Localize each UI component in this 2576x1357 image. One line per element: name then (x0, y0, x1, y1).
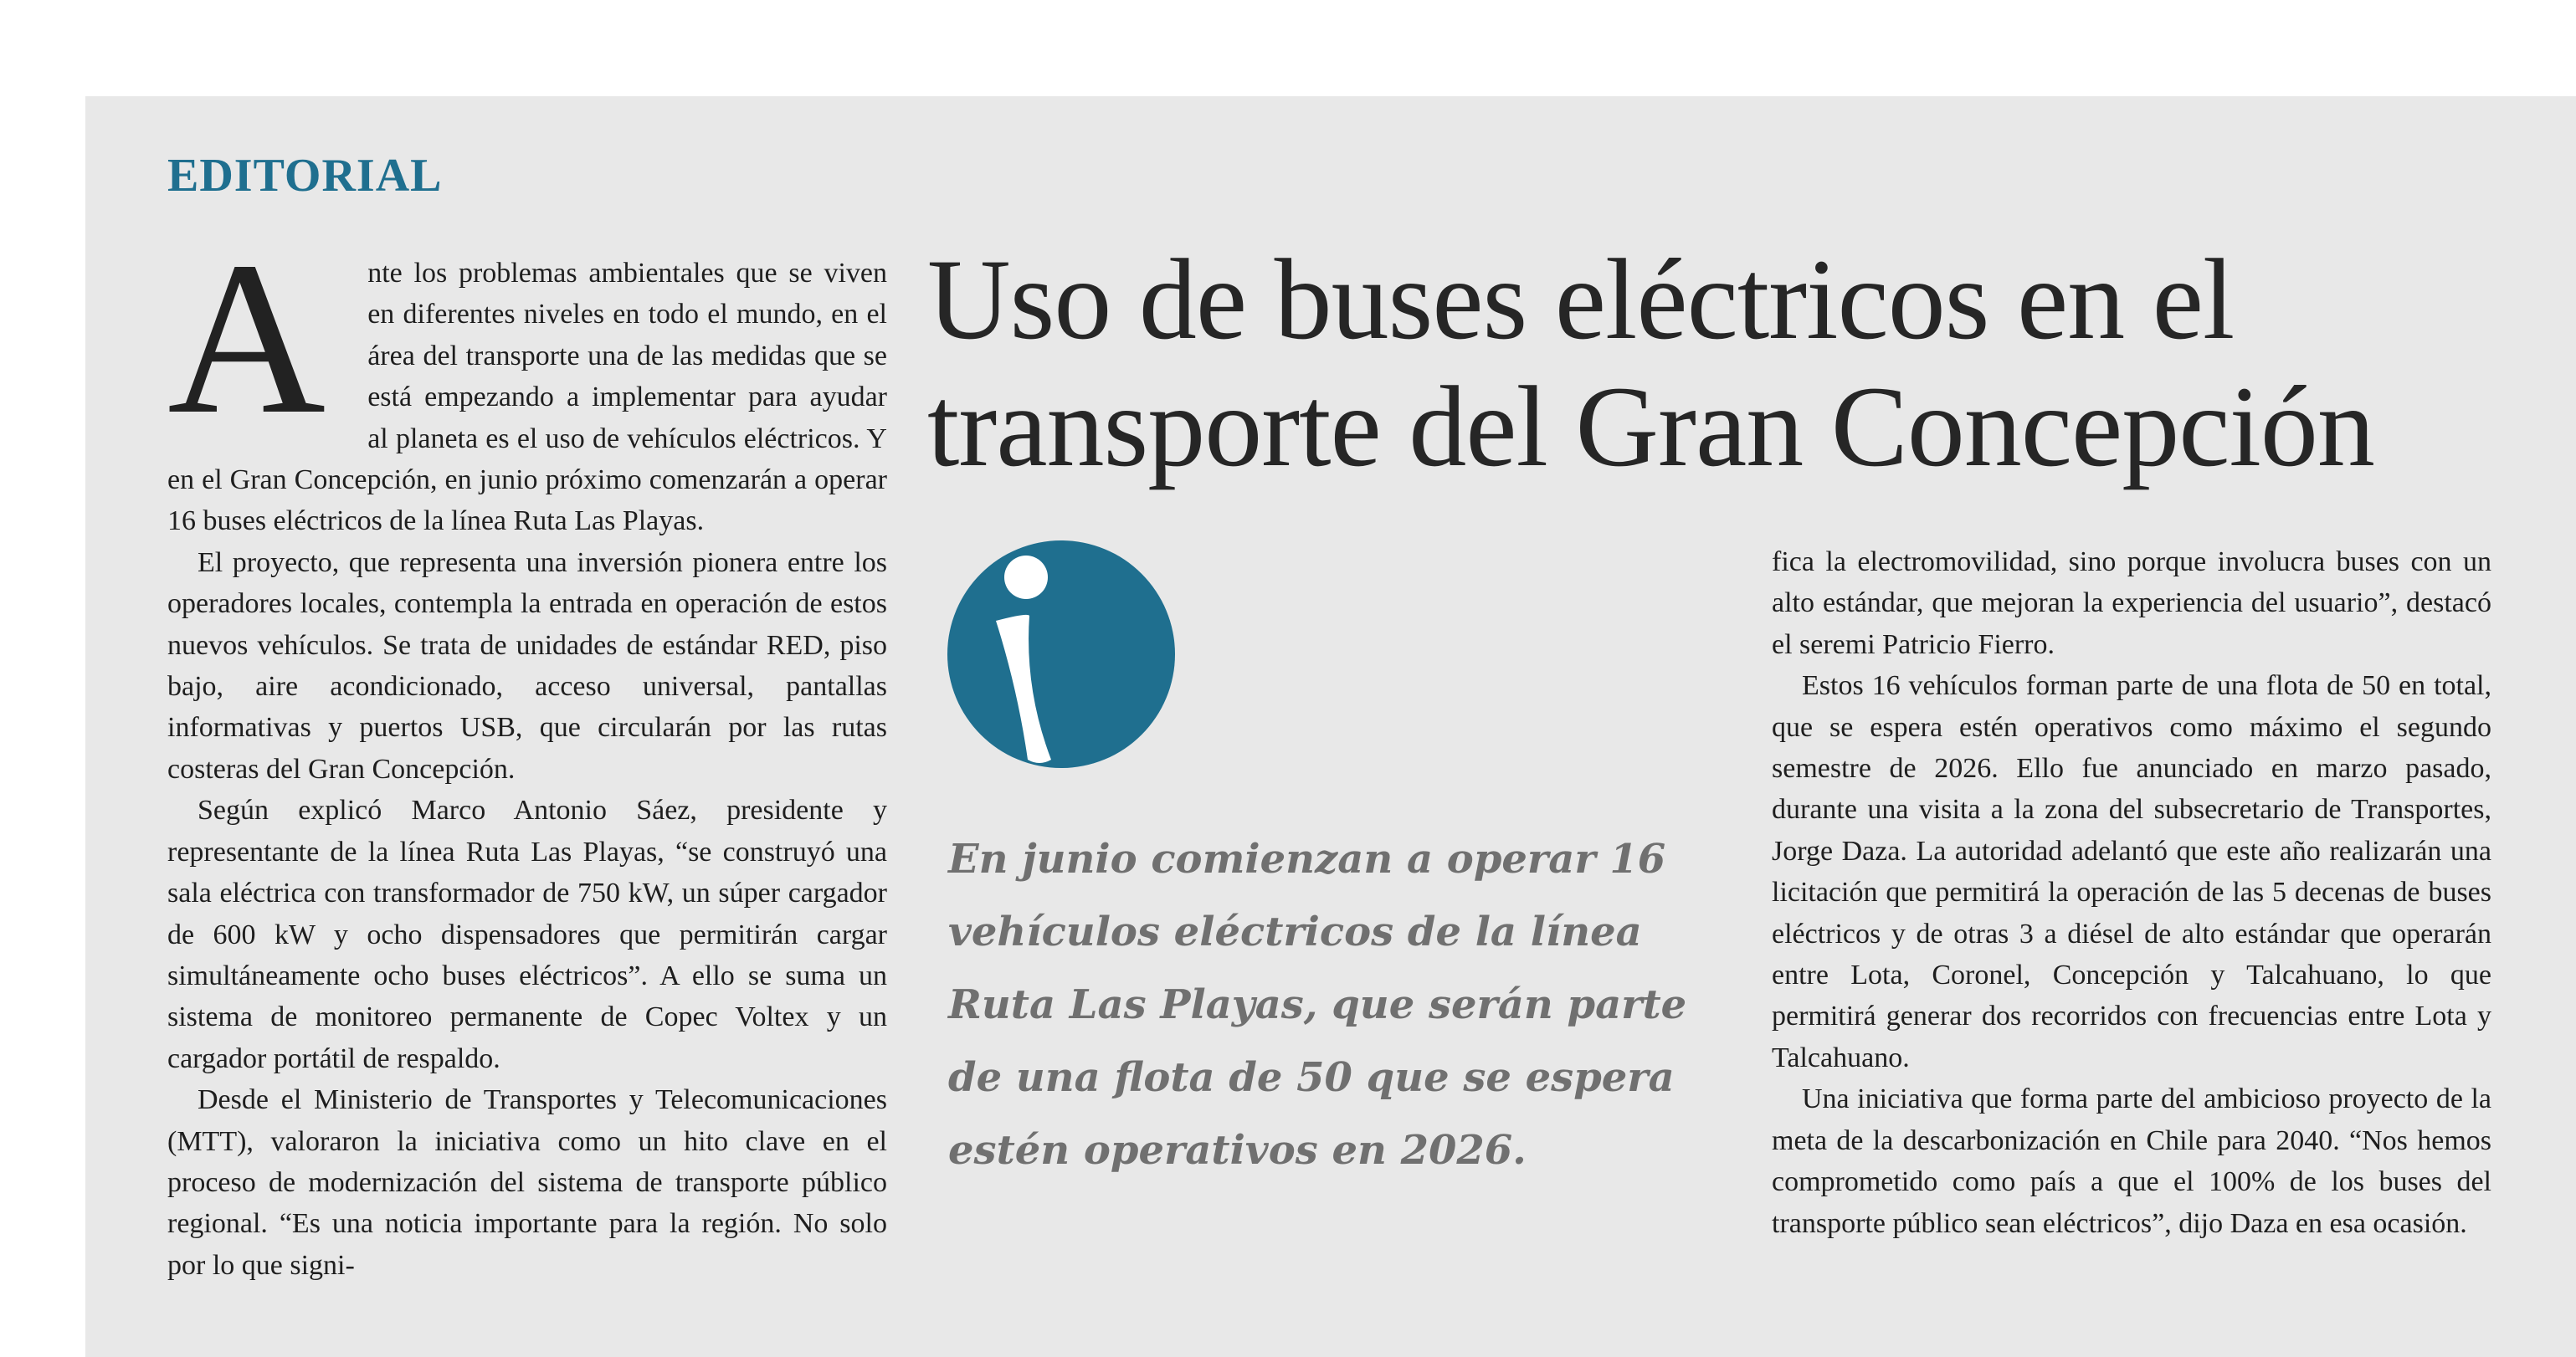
headline: Uso de buses eléctricos en el transporte del Gran Concepción (927, 235, 2374, 490)
body-paragraph: Según explicó Marco Antonio Sáez, presidente y representante de la línea Ruta Las Playas, “se construyó una sala eléctrica con transformador de 750 kW, un súper cargador de 600 kW y ocho dispensadores que permitirán cargar simultáneamente ocho buses eléctricos”. A ello se suma un sistema de monitoreo permanente de Copec Voltex y un cargador portátil de respaldo. (167, 795, 887, 1074)
section-label: EDITORIAL (167, 150, 443, 202)
drop-cap: A (167, 253, 326, 459)
body-paragraph: Una iniciativa que forma parte del ambicioso proyecto de la meta de la descarbonización en Chile para 2040. “Nos hemos comprometido como país a que el 100% de los buses del transporte público sean eléctricos”, dijo Daza en esa ocasión. (1772, 1083, 2491, 1239)
paragraph-text: nte los problemas ambientales que se viven en diferentes niveles en todo el mundo, en el área del transporte una de las medidas que se está empezando a implementar para ayudar al planeta es el uso de vehículos eléctricos. Y en el Gran Concepción, en junio próximo comenzarán a operar 16 buses eléctricos de la línea Ruta Las Playas. (167, 258, 887, 537)
pull-quote: En junio comienzan a operar 16 vehículos eléctricos de la línea Ruta Las Playas, que serán parte de una flota de 50 que se espera estén operativos en 2026. (948, 836, 1687, 1174)
body-paragraph: El proyecto, que representa una inversión pionera entre los operadores locales, contempla la entrada en operación de estos nuevos vehículos. Se trata de unidades de estándar RED, piso bajo, aire acondicionado, acceso universal, pantallas informativas y puertos USB, que circularán por las rutas costeras del Gran Concepción. (167, 546, 887, 785)
body-paragraph: Estos 16 vehículos forman parte de una flota de 50 en total, que se espera estén operativos como máximo el segundo semestre de 2026. Ello fue anunciado en marzo pasado, durante una visita a la zona del subsecretario de Transportes, Jorge Daza. La autoridad adelantó que este año realizarán una licitación que permitirá la operación de las 5 decenas de buses eléctricos y de otras 3 a diésel de alto estándar que operarán entre Lota, Coronel, Concepción y Talcahuano, lo que permitirá generar dos recorridos con frecuencias entre Lota y Talcahuano. (1772, 670, 2491, 1073)
info-icon (946, 539, 1177, 770)
left-column (167, 253, 887, 1328)
body-paragraph: fica la electromovilidad, sino porque involucra buses con un alto estándar, que mejoran la experiencia del usuario”, destacó el seremi Patricio Fierro. (1772, 546, 2491, 660)
body-paragraph (167, 253, 887, 542)
right-column (1772, 541, 2491, 1328)
body-paragraph: Desde el Ministerio de Transportes y Telecomunicaciones (MTT), valoraron la iniciativa como un hito clave en el proceso de modernización del sistema de transporte público regional. “Es una noticia importante para la región. No solo por lo que signi- (167, 1084, 887, 1281)
